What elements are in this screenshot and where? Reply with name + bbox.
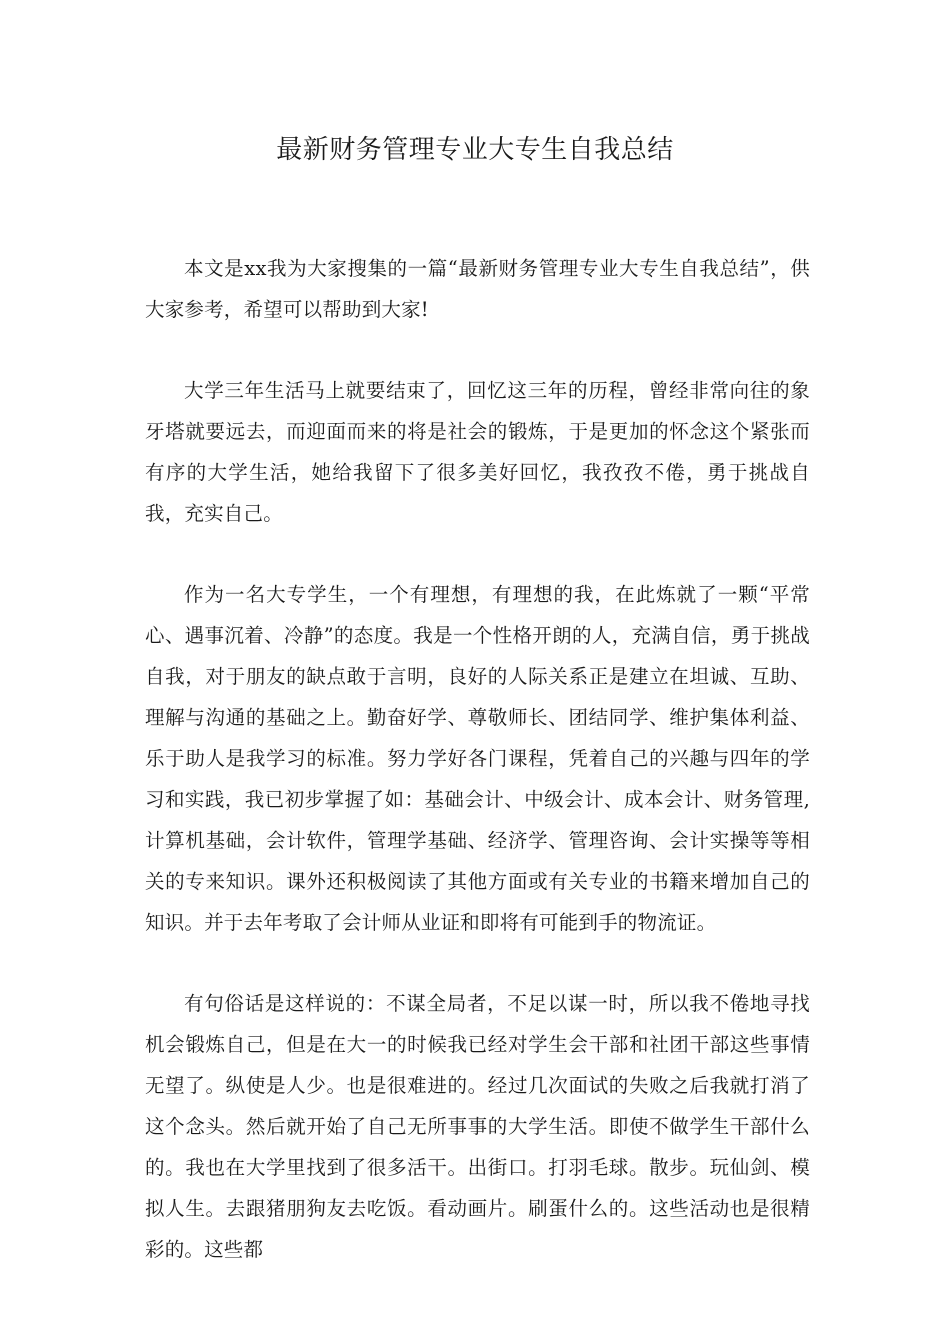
paragraph-college-life: 大学三年生活马上就要结束了，回忆这三年的历程，曾经非常向往的象牙塔就要远去，而迎面而来的将是社会的锻炼，于是更加的怀念这个紧张而有序的大学生活，她给我留下了很多美好回忆，我孜孜不倦，勇于挑战自我，充实自己。 bbox=[145, 379, 810, 525]
paragraph-activities: 有句俗话是这样说的：不谋全局者，不足以谋一时，所以我不倦地寻找机会锻炼自己，但是在大一的时候我已经对学生会干部和社团干部这些事情无望了。纵使是人少。也是很难进的。经过几次面试的失败之后我就打消了这个念头。然后就开始了自己无所事事的大学生活。即使不做学生干部什么的。我也在大学里找到了很多活干。出街口。打羽毛球。散步。玩仙剑、模拟人生。去跟猪朋狗友去吃饭。看动画片。刷蛋什么的。这些活动也是很精彩的。这些都 bbox=[145, 992, 810, 1261]
paragraph-study: 作为一名大专学生，一个有理想，有理想的我，在此炼就了一颗“平常心、遇事沉着、冷静”的态度。我是一个性格开朗的人，充满自信，勇于挑战自我，对于朋友的缺点敢于言明，良好的人际关系正是建立在坦诚、互助、理解与沟通的基础之上。勤奋好学、尊敬师长、团结同学、维护集体利益、乐于助人是我学习的标准。努力学好各门课程，凭着自己的兴趣与四年的学习和实践，我已初步掌握了如：基础会计、中级会计、成本会计、财务管理,计算机基础，会计软件，管理学基础、经济学、管理咨询、会计实操等等相关的专来知识。课外还积极阅读了其他方面或有关专业的书籍来增加自己的知识。并于去年考取了会计师从业证和即将有可能到手的物流证。 bbox=[145, 583, 810, 934]
paragraph-intro: 本文是xx我为大家搜集的一篇“最新财务管理专业大专生自我总结”，供大家参考，希望可以帮助到大家! bbox=[145, 257, 810, 321]
document-title: 最新财务管理专业大专生自我总结 bbox=[276, 135, 674, 165]
document-body bbox=[145, 248, 810, 1310]
